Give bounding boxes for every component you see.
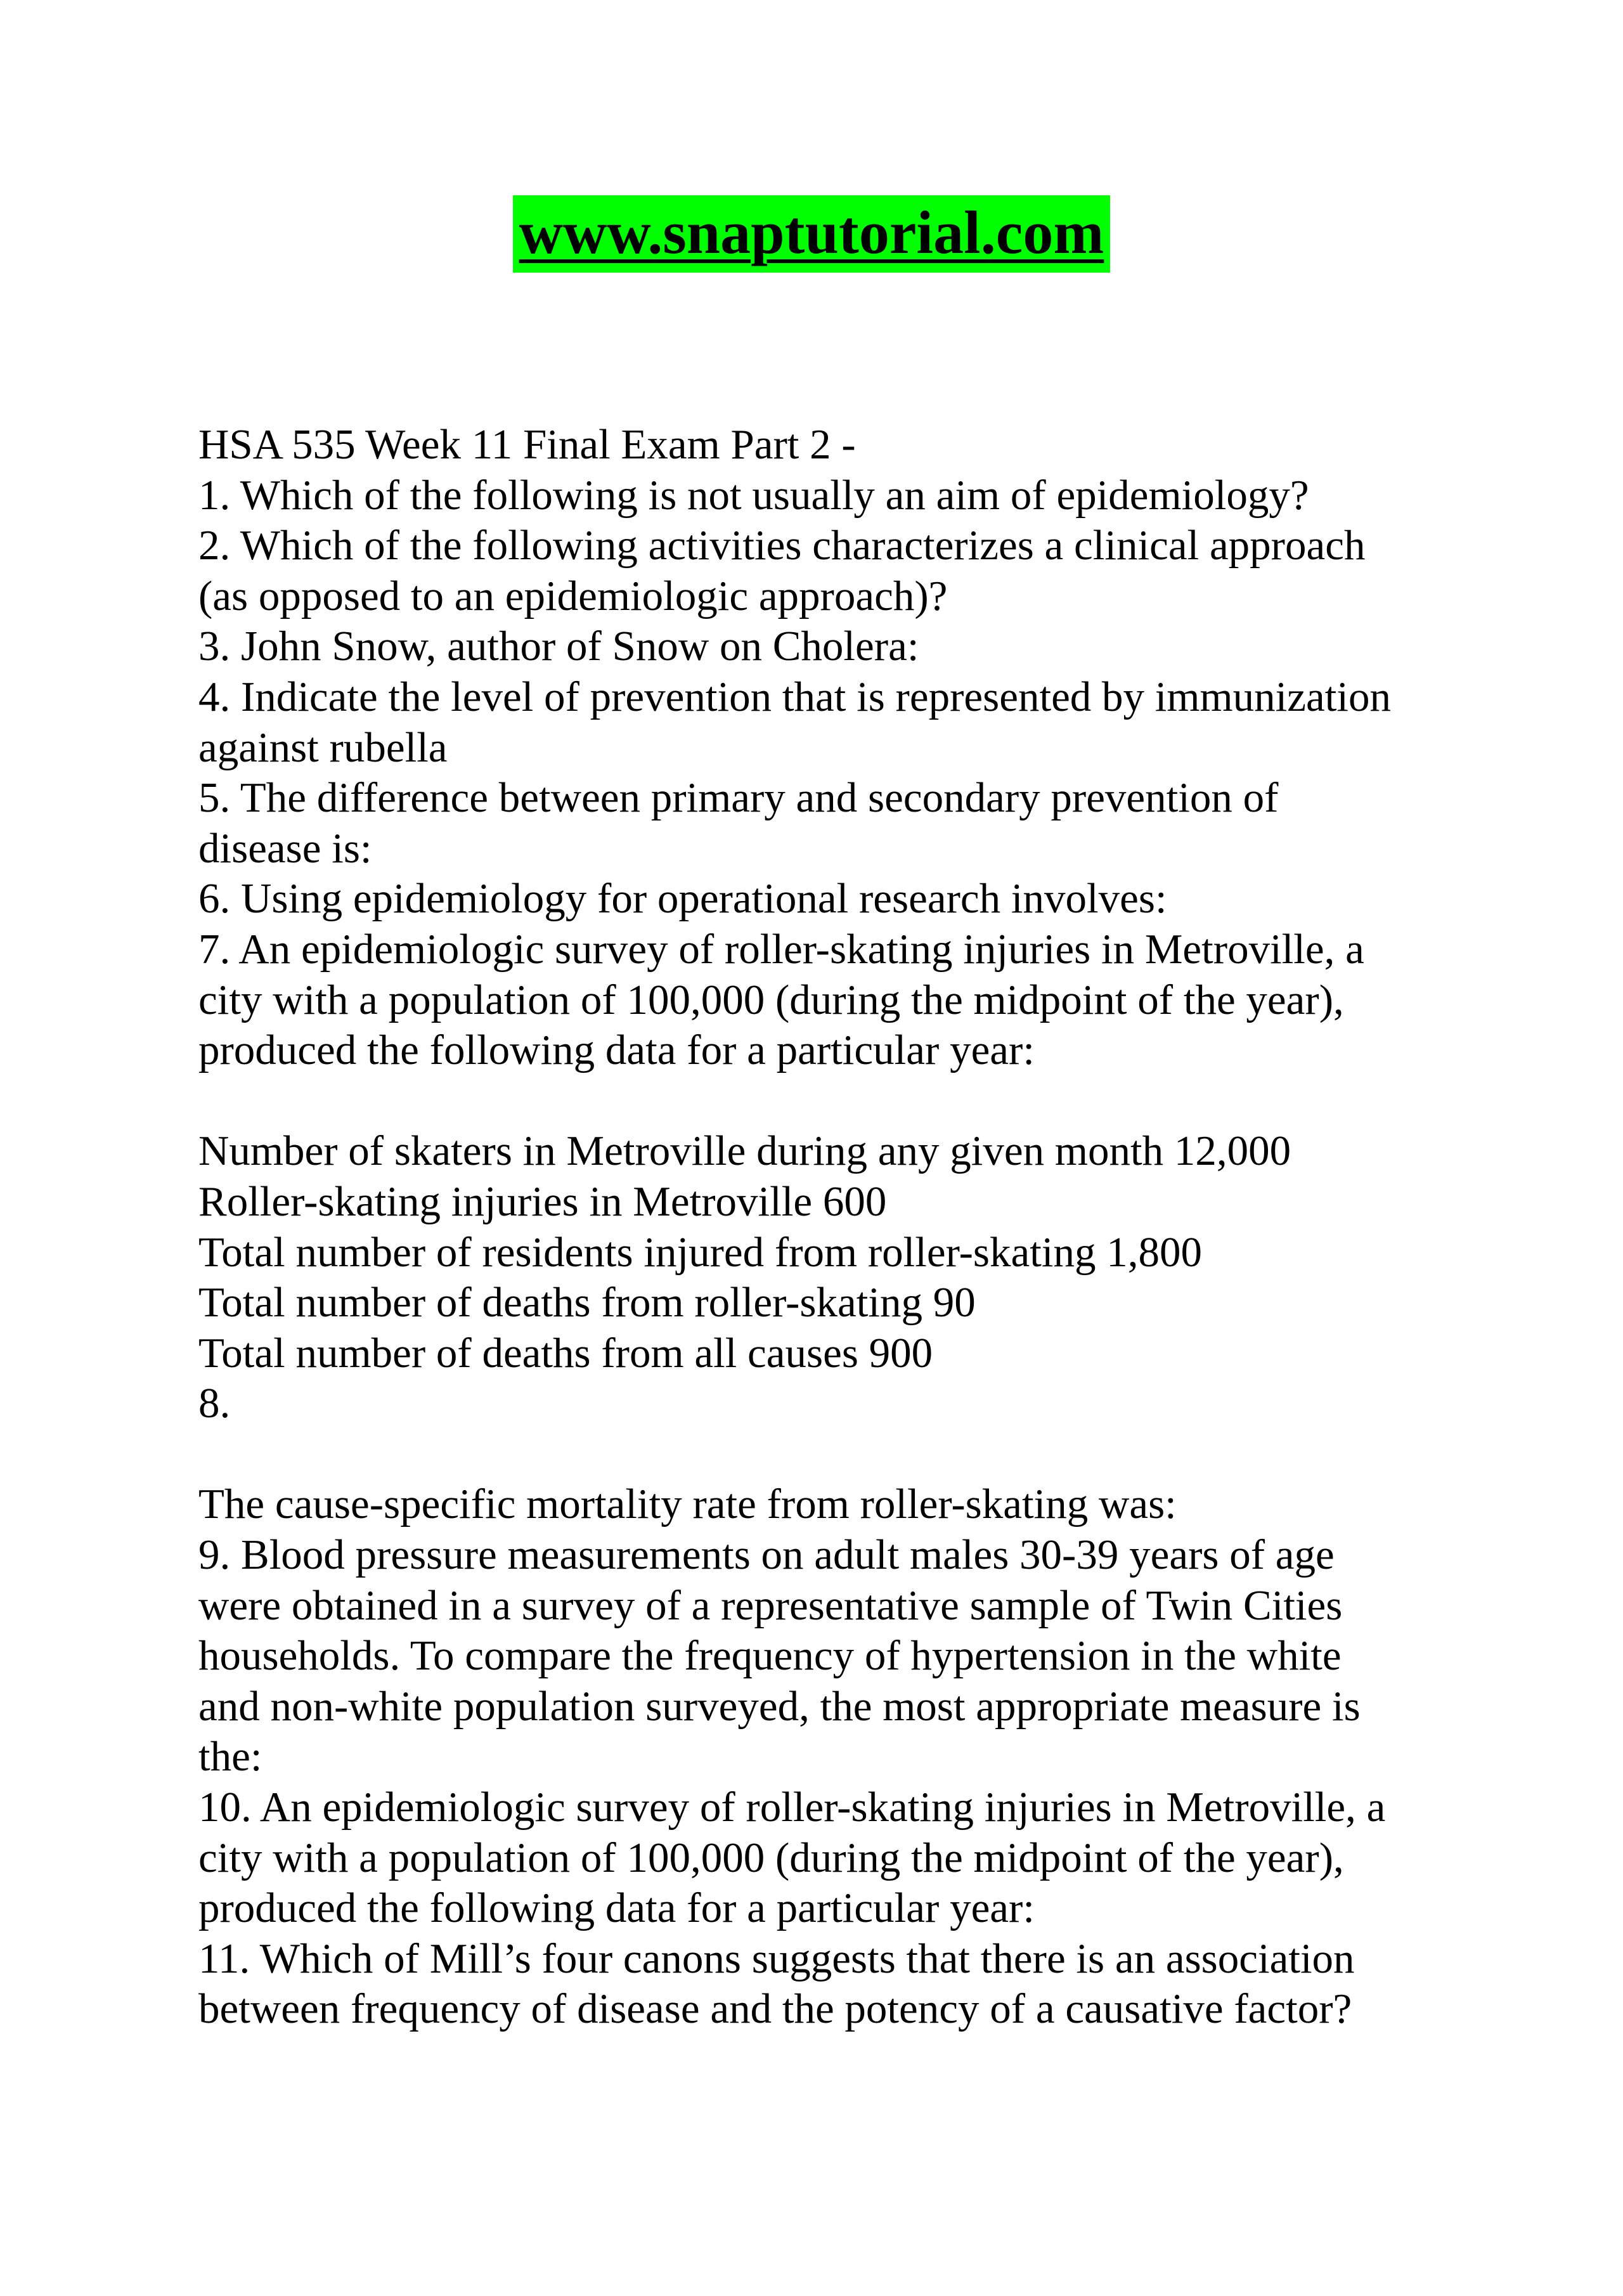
question-line: produced the following data for a particular year: xyxy=(198,1027,1035,1074)
question-line: against rubella xyxy=(198,723,448,771)
question-line: city with a population of 100,000 (during the midpoint of the year), xyxy=(198,976,1344,1023)
question-line: produced the following data for a particular year: xyxy=(198,1884,1035,1932)
question-line: households. To compare the frequency of hypertension in the white xyxy=(198,1632,1342,1680)
question-line: the: xyxy=(198,1733,262,1780)
question-line: (as opposed to an epidemiologic approach)? xyxy=(198,572,948,619)
question-line: 8. xyxy=(198,1380,231,1427)
page-header xyxy=(0,195,1623,273)
blank-line xyxy=(198,1076,1466,1127)
data-line: Total number of residents injured from roller-skating 1,800 xyxy=(198,1228,1202,1276)
data-line: Roller-skating injuries in Metroville 600 xyxy=(198,1177,887,1225)
question-line: between frequency of disease and the potency of a causative factor? xyxy=(198,1985,1352,2033)
blank-line xyxy=(198,1429,1466,1480)
data-line: Number of skaters in Metroville during any given month 12,000 xyxy=(198,1127,1291,1175)
question-line: 1. Which of the following is not usually an aim of epidemiology? xyxy=(198,471,1309,519)
question-line: 5. The difference between primary and secondary prevention of xyxy=(198,774,1279,822)
question-line: 2. Which of the following activities characterizes a clinical approach xyxy=(198,522,1366,569)
question-line: city with a population of 100,000 (during the midpoint of the year), xyxy=(198,1834,1344,1881)
question-line: 7. An epidemiologic survey of roller-skating injuries in Metroville, a xyxy=(198,925,1364,973)
question-line: 10. An epidemiologic survey of roller-skating injuries in Metroville, a xyxy=(198,1784,1386,1831)
question-line: were obtained in a survey of a representative sample of Twin Cities xyxy=(198,1581,1343,1629)
data-line: Total number of deaths from roller-skating 90 xyxy=(198,1279,976,1326)
document-body xyxy=(198,420,1466,2035)
question-line: 6. Using epidemiology for operational research involves: xyxy=(198,875,1167,923)
question-line: 4. Indicate the level of prevention that is represented by immunization xyxy=(198,673,1391,720)
question-line: disease is: xyxy=(198,824,372,872)
site-url-link[interactable]: www.snaptutorial.com xyxy=(513,195,1111,273)
question-line: 3. John Snow, author of Snow on Cholera: xyxy=(198,623,919,670)
data-line: Total number of deaths from all causes 900 xyxy=(198,1329,933,1377)
question-line: and non-white population surveyed, the most appropriate measure is xyxy=(198,1682,1361,1730)
question-line: The cause-specific mortality rate from roller-skating was: xyxy=(198,1481,1177,1528)
question-line: 11. Which of Mill’s four canons suggests that there is an association xyxy=(198,1935,1355,1982)
document-title: HSA 535 Week 11 Final Exam Part 2 - xyxy=(198,421,856,468)
question-line: 9. Blood pressure measurements on adult males 30-39 years of age xyxy=(198,1531,1335,1579)
